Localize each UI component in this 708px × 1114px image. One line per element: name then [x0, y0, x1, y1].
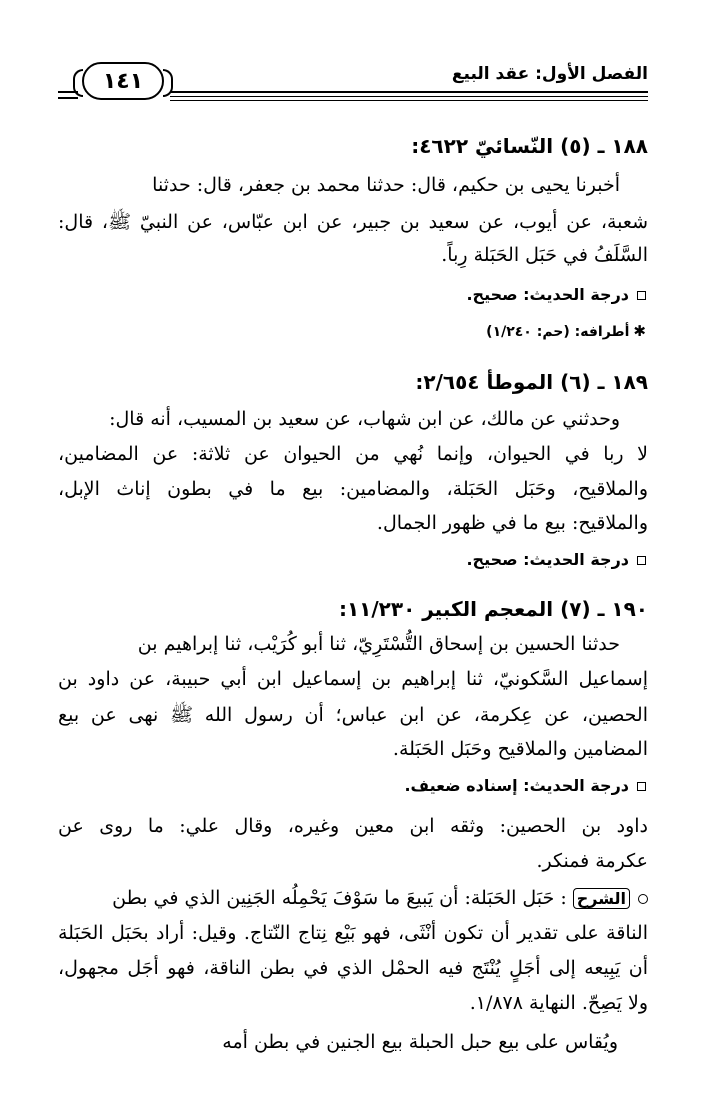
header-rule: [170, 96, 648, 97]
header-rule: [170, 91, 648, 93]
header-dash: [58, 97, 78, 99]
page-number: ١٤١: [102, 68, 144, 94]
text-line: الحصين، عن عِكرمة، عن ابن عباس؛ أن رسول الله ﷺ نهى عن بيع: [58, 704, 648, 726]
header-rule: [170, 100, 648, 101]
text-line: إسماعيل السَّكونيّ، ثنا إبراهيم بن إسماعيل ابن أبي حبيبة، عن داود بن: [58, 668, 648, 690]
text-line: والملاقيح، وحَبَل الحَبَلة، والمضامين: بيع ما في بطون إناث الإبل،: [58, 478, 648, 500]
text-line: وحدثني عن مالك، عن ابن شهاب، عن سعيد بن المسيب، أنه قال:: [109, 408, 620, 430]
sharh-line: أن يَبِيعه إلى أجَلٍ يُنْتَج فيه الحمْل الذي في بطن الناقة، فهو أجَل مجهول،: [58, 957, 648, 979]
sharh-line: الشرح: حَبَل الحَبَلة: أن يَبيعَ ما سَوْفَ يَحْمِلُه الجَنِين الذي في بطن: [58, 887, 648, 909]
text-line: داود بن الحصين: وثقه ابن معين وغيره، وقال علي: ما روى عن: [58, 815, 648, 837]
square-bullet-icon: [637, 556, 646, 565]
square-bullet-icon: [637, 291, 646, 300]
header-dash: [58, 91, 78, 93]
star-bullet-icon: ✱: [633, 322, 646, 340]
hadith-grade: درجة الحديث: إسناده ضعيف.: [404, 776, 646, 795]
hadith-grade: درجة الحديث: صحيح.: [466, 285, 646, 304]
page-header: [58, 58, 648, 104]
chapter-title: الفصل الأول: عقد البيع: [451, 64, 648, 84]
sharh-line: ولا يَصِحّ. النهاية ١/٨٧٨.: [469, 992, 648, 1014]
closing-line: ويُقاس على بيع حبل الحبلة بيع الجنين في بطن أمه: [222, 1031, 618, 1053]
hadith-heading: ١٨٩ ـ (٦) الموطأ ٢/٦٥٤:: [415, 370, 648, 394]
text-line: أخبرنا يحيى بن حكيم، قال: حدثنا محمد بن جعفر، قال: حدثنا: [152, 174, 620, 196]
sharh-line: الناقة على تقدير أن تكون أنْثَى، فهو بَيْع نِتاج النّتاج. وقيل: أراد بحَبَل الحَبَلة: [58, 922, 648, 944]
page-number-badge: [82, 62, 164, 100]
text-line: حدثنا الحسين بن إسحاق التُّسْتَرِيّ، ثنا أبو كُرَيْب، ثنا إبراهيم بن: [137, 633, 620, 655]
text-line: عكرمة فمنكر.: [536, 850, 648, 872]
square-bullet-icon: [637, 782, 646, 791]
text-line: شعبة، عن أيوب، عن سعيد بن جبير، عن ابن عبّاس، عن النبيّ ﷺ، قال:: [58, 211, 649, 233]
hadith-heading: ١٩٠ ـ (٧) المعجم الكبير ١١/٢٣٠:: [338, 597, 648, 621]
hadith-heading: ١٨٨ ـ (٥) النّسائيّ ٤٦٢٢:: [411, 134, 648, 158]
text-line: لا ربا في الحيوان، وإنما نُهي من الحيوان عن ثلاثة: عن المضامين،: [58, 443, 649, 465]
hadith-note: ✱أطرافه: (حم: ١/٢٤٠): [486, 322, 646, 340]
sharh-label: الشرح: [573, 888, 630, 909]
text-line: والملاقيح: بيع ما في ظهور الجمال.: [376, 512, 648, 534]
text-line: السَّلَفُ في حَبَل الحَبَلة رِباً.: [441, 244, 648, 266]
hadith-grade: درجة الحديث: صحيح.: [466, 550, 646, 569]
circle-bullet-icon: [638, 894, 648, 904]
text-line: المضامين والملاقيح وحَبَل الحَبَلة.: [392, 738, 648, 760]
